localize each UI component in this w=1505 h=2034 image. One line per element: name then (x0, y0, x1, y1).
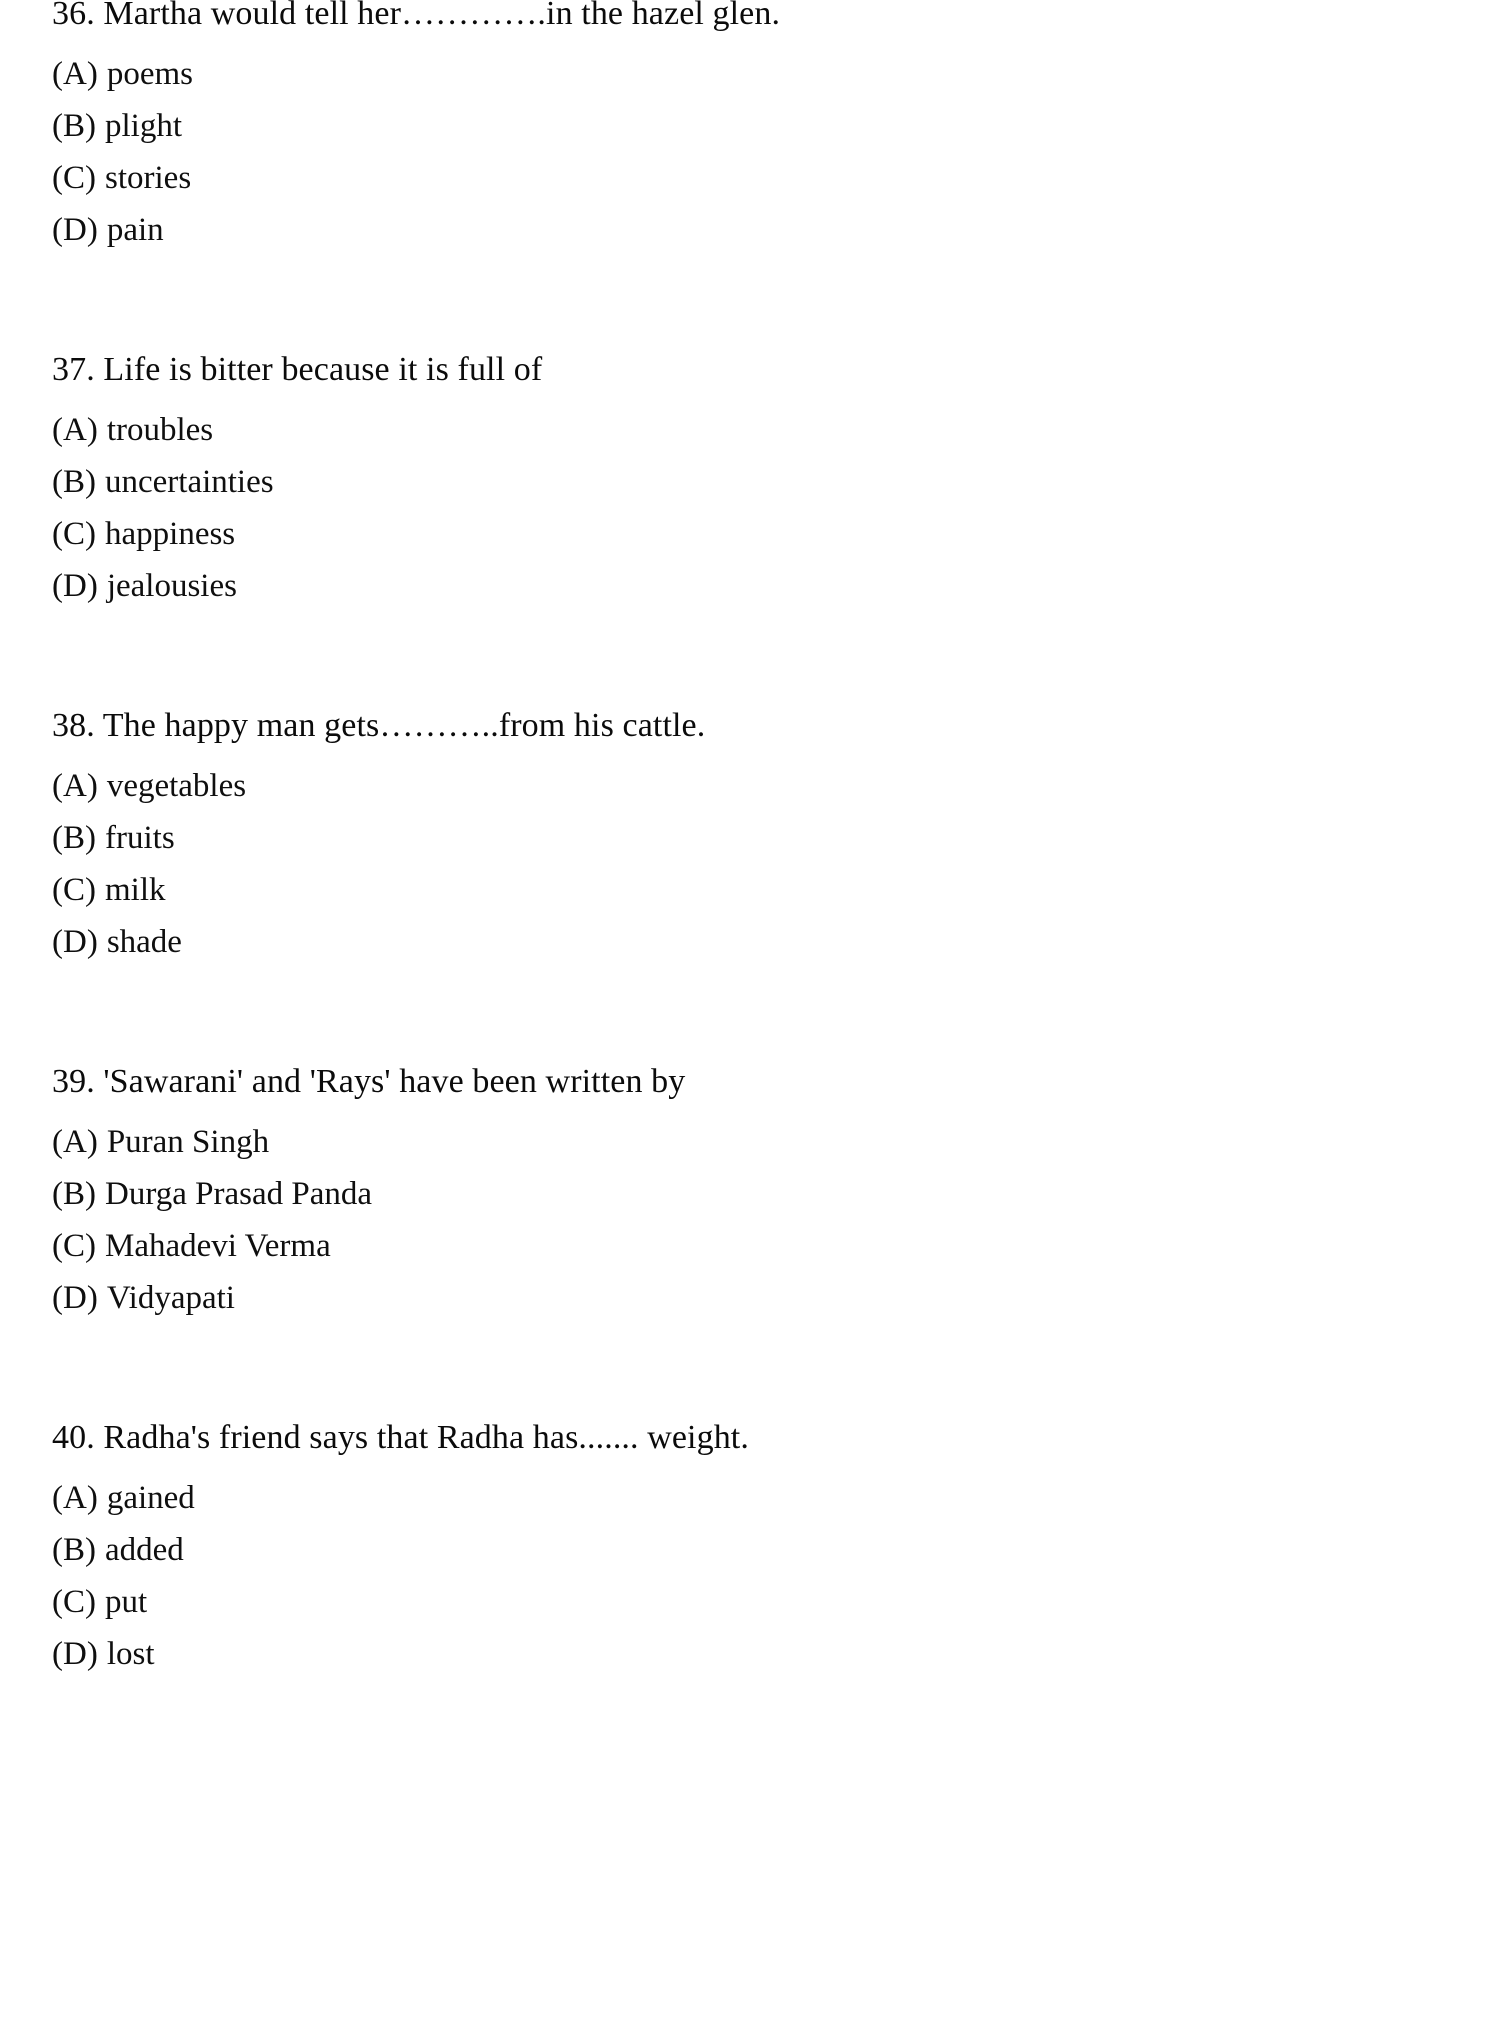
option-text: Vidyapati (106, 1280, 235, 1316)
option-text: put (105, 1584, 148, 1620)
option-label: (D) (52, 1280, 98, 1316)
block-spacer (52, 292, 1432, 344)
option-label: (D) (52, 568, 98, 604)
option-label: (A) (52, 1124, 98, 1160)
option-label: (B) (52, 464, 96, 500)
question-block-40 (52, 1412, 1432, 1680)
question-block-39 (52, 1056, 1432, 1324)
option-item[interactable] (52, 1524, 1432, 1576)
block-spacer (52, 1004, 1432, 1056)
question-stem: 40. Radha's friend says that Radha has....... weight. (52, 1419, 749, 1456)
option-item[interactable] (52, 1576, 1432, 1628)
option-text: Mahadevi Verma (105, 1228, 331, 1264)
option-text: Puran Singh (106, 1124, 270, 1160)
option-label: (A) (52, 412, 98, 448)
question-stem: 38. The happy man gets………..from his cattle. (52, 707, 706, 744)
option-label: (A) (52, 1480, 98, 1516)
option-list (52, 1116, 1432, 1324)
option-label: (C) (52, 516, 96, 552)
option-text: Durga Prasad Panda (105, 1176, 372, 1212)
question-block-38 (52, 700, 1432, 968)
option-label: (B) (52, 820, 96, 856)
option-list (52, 1472, 1432, 1680)
option-item[interactable] (52, 1220, 1432, 1272)
option-label: (A) (52, 768, 98, 804)
question-block-37 (52, 344, 1432, 612)
option-item[interactable] (52, 100, 1432, 152)
option-label: (A) (52, 56, 98, 92)
option-label: (C) (52, 1584, 96, 1620)
option-text: plight (105, 108, 183, 144)
question-stem: 39. 'Sawarani' and 'Rays' have been written by (52, 1063, 686, 1100)
option-item[interactable] (52, 456, 1432, 508)
question-stem: 37. Life is bitter because it is full of (52, 351, 543, 388)
question-stem: 36. Martha would tell her………….in the hazel glen. (52, 0, 781, 32)
option-label: (C) (52, 160, 96, 196)
option-text: fruits (105, 820, 175, 856)
option-text: pain (106, 212, 164, 248)
option-text: poems (106, 56, 193, 92)
question-list (52, 0, 1432, 1716)
option-item[interactable] (52, 508, 1432, 560)
option-text: stories (105, 160, 192, 196)
option-item[interactable] (52, 1628, 1432, 1680)
option-item[interactable] (52, 1116, 1432, 1168)
option-label: (B) (52, 1532, 96, 1568)
option-text: milk (105, 872, 166, 908)
option-label: (B) (52, 1176, 96, 1212)
question-block-36 (52, 0, 1432, 256)
option-list (52, 48, 1432, 256)
option-text: lost (106, 1636, 155, 1672)
option-label: (C) (52, 872, 96, 908)
block-spacer (52, 1360, 1432, 1412)
option-label: (D) (52, 924, 98, 960)
option-item[interactable] (52, 1472, 1432, 1524)
option-text: uncertainties (105, 464, 274, 500)
option-text: vegetables (106, 768, 247, 804)
option-item[interactable] (52, 812, 1432, 864)
option-item[interactable] (52, 1272, 1432, 1324)
option-list (52, 760, 1432, 968)
option-text: troubles (106, 412, 214, 448)
option-item[interactable] (52, 916, 1432, 968)
option-item[interactable] (52, 760, 1432, 812)
option-list (52, 404, 1432, 612)
option-label: (C) (52, 1228, 96, 1264)
option-item[interactable] (52, 404, 1432, 456)
option-text: happiness (105, 516, 236, 552)
option-item[interactable] (52, 48, 1432, 100)
option-item[interactable] (52, 204, 1432, 256)
option-text: jealousies (106, 568, 237, 604)
option-item[interactable] (52, 152, 1432, 204)
option-text: shade (106, 924, 182, 960)
option-item[interactable] (52, 1168, 1432, 1220)
option-item[interactable] (52, 560, 1432, 612)
block-spacer (52, 648, 1432, 700)
option-text: added (105, 1532, 184, 1568)
option-label: (D) (52, 1636, 98, 1672)
option-label: (B) (52, 108, 96, 144)
option-item[interactable] (52, 864, 1432, 916)
option-label: (D) (52, 212, 98, 248)
option-text: gained (106, 1480, 195, 1516)
